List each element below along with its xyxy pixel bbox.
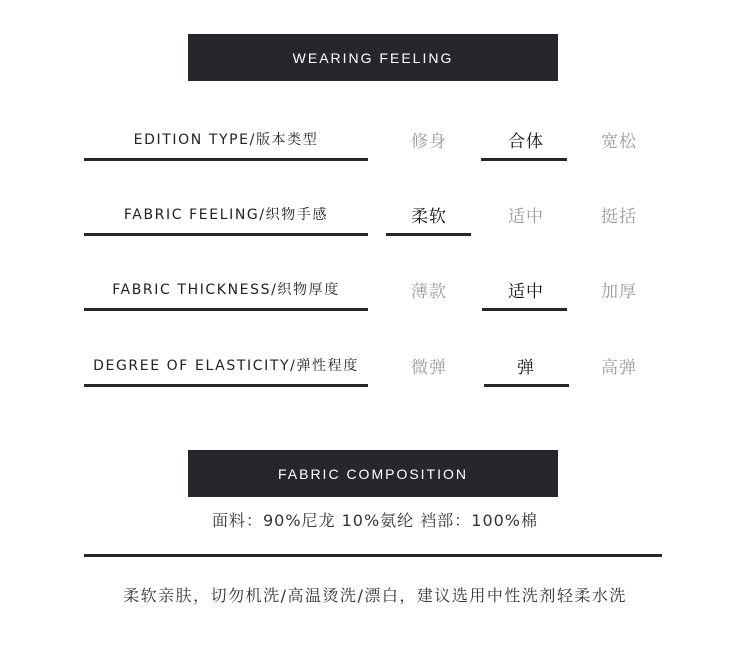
option-stiff: 挺括 — [601, 206, 637, 227]
option-slight-stretch: 微弹 — [411, 357, 447, 378]
row-label: DEGREE OF ELASTICITY/弹性程度 — [93, 358, 359, 374]
selected-underline — [386, 233, 471, 236]
option-loose: 宽松 — [601, 131, 637, 152]
row-underline — [84, 384, 368, 387]
care-instructions: 柔软亲肤，切勿机洗/高温烫洗/漂白，建议选用中性洗剂轻柔水洗 — [123, 586, 627, 605]
row-underline — [84, 233, 368, 236]
option-regular-selected: 合体 — [508, 131, 544, 152]
fabric-composition-banner — [188, 450, 558, 497]
row-label: EDITION TYPE/版本类型 — [133, 132, 319, 148]
row-label: FABRIC FEELING/织物手感 — [123, 207, 329, 223]
option-high-stretch: 高弹 — [601, 357, 637, 378]
attribute-row-edition-type — [0, 124, 750, 174]
composition-text: 面料：90%尼龙 10%氨纶 裆部：100%棉 — [211, 511, 539, 530]
row-underline — [84, 308, 368, 311]
option-moderate-selected: 适中 — [508, 281, 544, 302]
attribute-row-fabric-feeling — [0, 199, 750, 249]
selected-underline — [484, 384, 569, 387]
attribute-row-elasticity — [0, 350, 750, 400]
selected-underline — [481, 158, 567, 161]
row-label: FABRIC THICKNESS/织物厚度 — [112, 282, 340, 298]
selected-underline — [482, 308, 567, 311]
divider — [84, 554, 662, 557]
row-underline — [84, 158, 368, 161]
fabric-composition-title: FABRIC COMPOSITION — [277, 465, 468, 482]
option-soft-selected: 柔软 — [411, 206, 447, 227]
wearing-feeling-banner — [188, 34, 558, 81]
wearing-feeling-title: WEARING FEELING — [292, 49, 454, 66]
option-stretch-selected: 弹 — [517, 357, 535, 378]
attribute-row-fabric-thickness — [0, 274, 750, 324]
option-thin: 薄款 — [411, 281, 447, 302]
option-fitted: 修身 — [411, 131, 447, 152]
option-moderate: 适中 — [508, 206, 544, 227]
option-thick: 加厚 — [601, 281, 637, 302]
